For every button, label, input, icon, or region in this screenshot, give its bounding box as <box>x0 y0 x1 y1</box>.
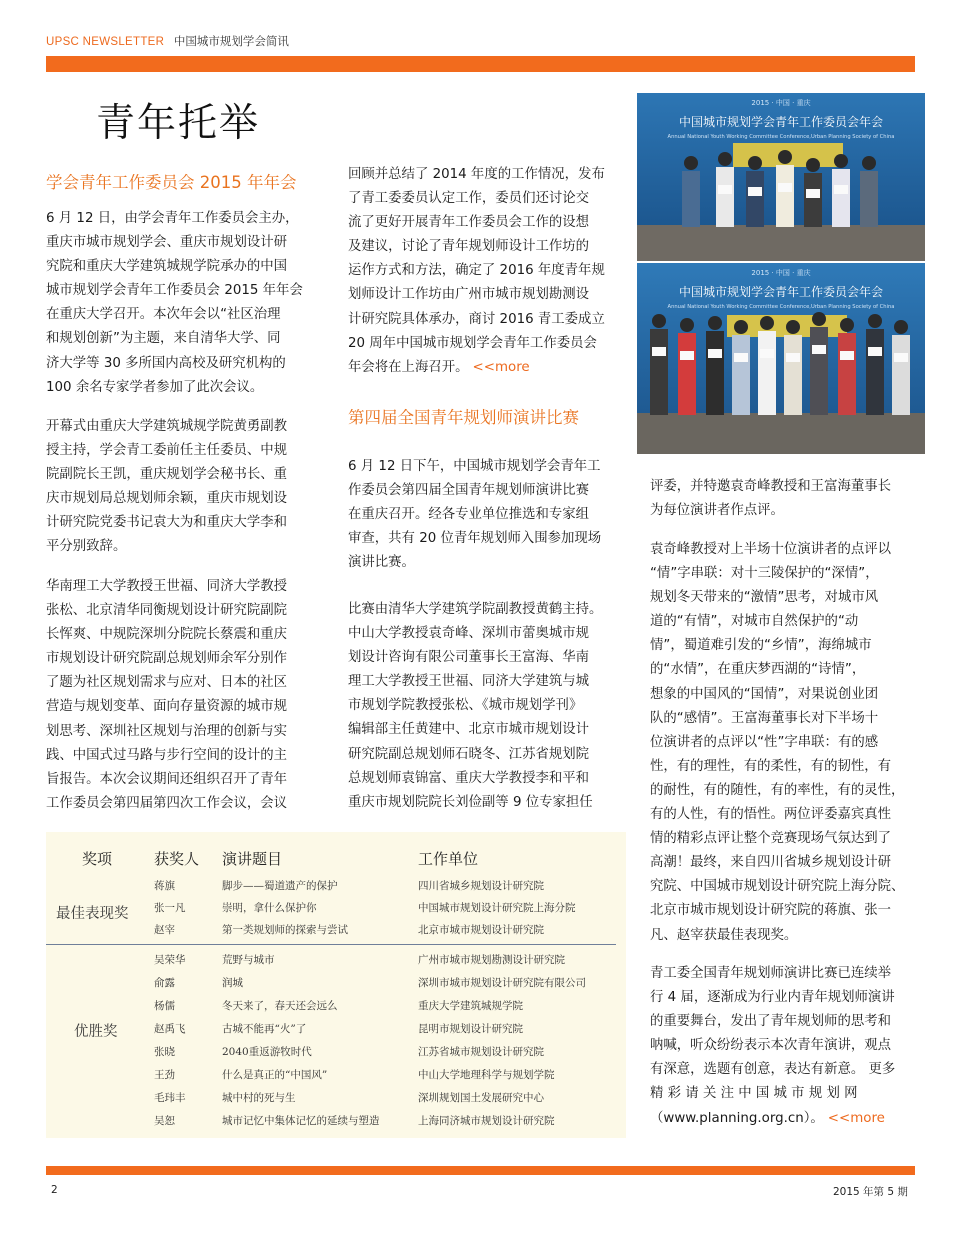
paragraph-line: 工作委员会第四届第四次工作会议，会议 <box>46 795 288 811</box>
header-bar <box>46 56 915 72</box>
paragraph-line: 作委员会第四届全国青年规划师演讲比赛 <box>348 483 590 499</box>
section2-paragraph-3 <box>650 475 925 523</box>
winner-name: 蒋旗 <box>154 880 175 892</box>
banner-title-text: 中国城市规划学会青年工作委员会年会 <box>678 285 884 299</box>
paragraph-line: 100 余名专家学者参加了此次会议。 <box>46 379 264 395</box>
work-unit: 深圳规划国土发展研究中心 <box>418 1092 544 1104</box>
paragraph-line: 了青工委委员认定工作，委员们还讨论交 <box>348 191 590 207</box>
award-category-best: 最佳表现奖 <box>56 906 129 922</box>
paragraph-line: 的“水情”，在重庆梦西湖的“诗情”， <box>650 662 866 678</box>
banner-top-text: 2015 · 中国 · 重庆 <box>751 269 811 277</box>
paragraph-line: 情的精彩点评让整个竞赛现场气氛达到了 <box>650 831 892 847</box>
paragraph-line: 20 周年中国城市规划学会青年工作委员会 <box>348 335 597 351</box>
newsletter-subtitle: 中国城市规划学会简讯 <box>173 34 289 48</box>
paragraph-line: 比赛由清华大学建筑学院副教授黄鹤主持。 <box>348 602 603 617</box>
work-unit: 北京市城市规划设计研究院 <box>418 924 544 936</box>
newsletter-header <box>46 33 289 49</box>
banner-title-text: 中国城市规划学会青年工作委员会年会 <box>678 115 884 129</box>
paragraph-line: 授主持，学会青工委前任主任委员、中规 <box>46 443 288 459</box>
paragraph-line: 位演讲者的点评以“性”字串联：有的感 <box>650 734 879 750</box>
winner-name: 吴荣华 <box>154 954 186 966</box>
paragraph-line: 评委，并特邀袁奇峰教授和王富海董事长 <box>650 479 892 494</box>
paragraph-line: 运作方式和方法，确定了 2016 年度青年规 <box>348 263 605 279</box>
paragraph-line: 有的人性，有的悟性。两位评委嘉宾真性 <box>650 807 892 823</box>
speech-title: 崇明，拿什么保护你 <box>222 902 317 914</box>
paragraph-line: 北京市城市规划设计研究院的蒋旗、张一 <box>650 903 892 919</box>
paragraph-line: 济大学等 30 多所国内高校及研究机构的 <box>46 355 286 371</box>
speech-title: 城中村的死与生 <box>222 1092 296 1104</box>
paragraph-line: 重庆市城市规划学会、重庆市规划设计研 <box>46 235 288 251</box>
awards-header-topic: 演讲题目 <box>222 850 283 868</box>
speech-title: 脚步——蜀道遗产的保护 <box>222 880 338 892</box>
paragraph-line: 年会将在上海召开。 <<more <box>348 359 530 375</box>
work-unit: 重庆大学建筑城规学院 <box>418 1000 523 1012</box>
more-link[interactable]: <<more <box>827 1110 885 1126</box>
paragraph-line: （www.planning.org.cn）。 <<more <box>650 1110 885 1126</box>
paragraph-line: 凡、赵宰获最佳表现奖。 <box>650 927 798 943</box>
speech-title: 第一类规划师的探索与尝试 <box>222 924 348 936</box>
paragraph-line: 划思考、深圳社区规划与治理的创新与实 <box>46 723 288 739</box>
work-unit: 深圳市城市规划设计研究院有限公司 <box>418 977 586 989</box>
paragraph-line: 中山大学教授袁奇峰、深圳市蕾奥城市规 <box>348 626 590 642</box>
paragraph-line: 市规划学院教授张松、《城市规划学刊》 <box>348 698 583 714</box>
issue-label: 2015 年第 5 期 <box>833 1186 908 1198</box>
paragraph-line: 市规划设计研究院副总规划师余军分别作 <box>46 651 288 667</box>
paragraph-line: 在重庆大学召开。本次年会以“社区治理 <box>46 307 281 323</box>
paragraph-line: 行 4 届，逐渐成为行业内青年规划师演讲 <box>650 990 895 1006</box>
section2-paragraph-2 <box>348 598 623 815</box>
paragraph-line: 情”，蜀道难引发的“乡情”，海绵城市 <box>650 638 872 654</box>
winner-name: 赵宰 <box>154 924 175 936</box>
winner-name: 张一凡 <box>154 902 186 914</box>
work-unit: 上海同济城市规划设计研究院 <box>418 1115 555 1127</box>
winner-name: 赵禹飞 <box>154 1023 186 1035</box>
paragraph-line: 平分别致辞。 <box>46 539 127 555</box>
event-photo-2 <box>637 263 925 454</box>
paragraph-line: 队的“感情”。王富海董事长对下半场十 <box>650 710 879 726</box>
paragraph-line: 究院和重庆大学建筑城规学院承办的中国 <box>46 259 288 275</box>
winner-name: 杨儒 <box>154 1000 175 1012</box>
paragraph-line: 规划冬天带来的“激情”思考，对城市风 <box>650 590 879 606</box>
award-category-winner: 优胜奖 <box>74 1024 118 1040</box>
event-photo-1 <box>637 93 925 261</box>
paragraph-line: 旨报告。本次会议期间还组织召开了青年 <box>46 771 288 787</box>
speech-title: 润城 <box>222 977 243 989</box>
paragraph-line: 和规划创新”为主题，来自清华大学、同 <box>46 331 281 347</box>
banner-sub-text: Annual National Youth Working Committee Conference,Urban Planning Society of China <box>667 304 895 310</box>
paragraph-line: 开幕式由重庆大学建筑城规学院黄勇副教 <box>46 419 288 434</box>
section1-paragraph-1 <box>46 207 321 400</box>
awards-header-winner: 获奖人 <box>154 850 200 868</box>
awards-table <box>46 832 626 1138</box>
work-unit: 中山大学地理科学与规划学院 <box>418 1069 555 1081</box>
banner-sub-text: Annual National Youth Working Committee Conference,Urban Planning Society of China <box>667 134 895 140</box>
section2-paragraph-5 <box>650 962 925 1131</box>
paragraph-line: 回顾并总结了 2014 年度的工作情况，发布 <box>348 167 605 182</box>
paragraph-line: 审查，共有 20 位青年规划师入围参加现场 <box>348 531 602 547</box>
paragraph-line: 城市规划学会青年工作委员会 2015 年年会 <box>46 283 303 299</box>
paragraph-line: 重庆市规划院院长刘俭副等 9 位专家担任 <box>348 794 593 810</box>
paragraph-line: 的耐性，有的随性，有的率性，有的灵性， <box>650 782 905 798</box>
winner-name: 吴恕 <box>154 1115 175 1127</box>
paragraph-line: 袁奇峰教授对上半场十位演讲者的点评以 <box>650 542 892 557</box>
page-number: 2 <box>51 1184 58 1196</box>
paragraph-line: 总规划师袁锦富、重庆大学教授李和平和 <box>348 770 590 786</box>
paragraph-line: 有深意，选题有创意，表达有新意。 更多 <box>650 1062 896 1078</box>
paragraph-line: 研究院副总规划师石晓冬、江苏省规划院 <box>348 746 590 762</box>
section1-paragraph-2 <box>46 415 321 560</box>
awards-header-unit: 工作单位 <box>418 850 479 868</box>
winner-name: 王劲 <box>154 1069 175 1081</box>
paragraph-line: 6 月 12 日下午，中国城市规划学会青年工 <box>348 459 601 474</box>
paragraph-line: 性，有的理性，有的柔性，有的韧性，有 <box>650 758 892 774</box>
work-unit: 中国城市规划设计研究院上海分院 <box>418 902 576 914</box>
footer-bar <box>46 1166 915 1175</box>
section2-heading: 第四届全国青年规划师演讲比赛 <box>348 408 579 427</box>
paragraph-line: 6 月 12 日，由学会青年工作委员会主办， <box>46 211 299 226</box>
paragraph-line: 长恽爽、中规院深圳分院院长蔡震和重庆 <box>46 627 288 643</box>
paragraph-line: 营造与规划变革、面向存量资源的城市规 <box>46 699 288 715</box>
paragraph-line: 为每位演讲者作点评。 <box>650 503 784 519</box>
awards-divider <box>46 944 616 945</box>
section1-paragraph-3 <box>46 575 321 816</box>
paragraph-line: 计研究院党委书记袁大为和重庆大学李和 <box>46 515 288 531</box>
winner-name: 毛玮丰 <box>154 1092 186 1104</box>
winner-name: 俞露 <box>154 977 175 989</box>
paragraph-line: 划设计咨询有限公司董事长王富海、华南 <box>348 650 590 666</box>
paragraph-line: 及建议，讨论了青年规划师设计工作坊的 <box>348 239 590 255</box>
paragraph-line: 青工委全国青年规划师演讲比赛已连续举 <box>650 966 892 981</box>
paragraph-line: 张松、北京清华同衡规划设计研究院副院 <box>46 603 288 619</box>
awards-header-category: 奖项 <box>82 850 113 868</box>
paragraph-line: 演讲比赛。 <box>348 555 415 571</box>
work-unit: 昆明市规划设计研究院 <box>418 1023 523 1035</box>
section2-paragraph-1 <box>348 455 623 575</box>
paragraph-line: “情”字串联：对十三陵保护的“深情”， <box>650 566 879 582</box>
paragraph-line: 的重要舞台，发出了青年规划师的思考和 <box>650 1014 892 1030</box>
paragraph-line: 究院、中国城市规划设计研究院上海分院、 <box>650 879 905 895</box>
speech-title: 荒野与城市 <box>222 954 275 966</box>
speech-title: 冬天来了，春天还会远么 <box>222 1000 338 1012</box>
paragraph-line: 道的“有情”，对城市自然保护的“动 <box>650 614 859 630</box>
paragraph-line: 理工大学教授王世福、同济大学建筑与城 <box>348 674 590 690</box>
speech-title: 古城不能再“火”了 <box>222 1023 307 1035</box>
paragraph-line: 精 彩 请 关 注 中 国 城 市 规 划 网 <box>650 1086 858 1102</box>
work-unit: 四川省城乡规划设计研究院 <box>418 880 544 892</box>
paragraph-line: 计研究院具体承办，商讨 2016 青工委成立 <box>348 311 605 327</box>
paragraph-line: 呐喊，听众纷纷表示本次青年演讲，观点 <box>650 1038 892 1054</box>
paragraph-line: 院副院长王凯，重庆规划学会秘书长、重 <box>46 467 288 483</box>
paragraph-line: 践、中国式过马路与步行空间的设计的主 <box>46 747 288 763</box>
paragraph-line: 想象的中国风的“国情”，对果说创业团 <box>650 686 879 702</box>
section2-paragraph-4 <box>650 538 925 948</box>
paragraph-line: 庆市规划局总规划师余颖，重庆市规划设 <box>46 491 288 507</box>
banner-top-text: 2015 · 中国 · 重庆 <box>751 99 811 107</box>
newsletter-brand: UPSC NEWSLETTER <box>46 36 165 48</box>
winner-name: 张晓 <box>154 1046 175 1058</box>
more-link[interactable]: <<more <box>472 359 530 375</box>
section1-heading: 学会青年工作委员会 2015 年年会 <box>46 173 297 192</box>
work-unit: 广州市城市规划勘测设计研究院 <box>418 954 565 966</box>
paragraph-line: 编辑部主任黄建中、北京市城市规划设计 <box>348 722 590 738</box>
paragraph-line: 了题为社区规划需求与应对、日本的社区 <box>46 675 288 691</box>
page-title: 青年托举 <box>96 101 261 146</box>
speech-title: 城市记忆中集体记忆的延续与塑造 <box>222 1115 380 1127</box>
paragraph-line: 流了更好开展青年工作委员会工作的设想 <box>348 215 590 231</box>
paragraph-line: 在重庆召开。经各专业单位推选和专家组 <box>348 507 590 523</box>
paragraph-line: 高潮！最终，来自四川省城乡规划设计研 <box>650 855 892 871</box>
paragraph-line: 划师设计工作坊由广州市城市规划勘测设 <box>348 287 590 303</box>
section1-paragraph-4 <box>348 163 623 380</box>
paragraph-line: 华南理工大学教授王世福、同济大学教授 <box>46 579 288 594</box>
work-unit: 江苏省城市规划设计研究院 <box>418 1046 544 1058</box>
speech-title: 什么是真正的“中国风” <box>222 1069 328 1081</box>
speech-title: 2040重返游牧时代 <box>222 1046 312 1058</box>
